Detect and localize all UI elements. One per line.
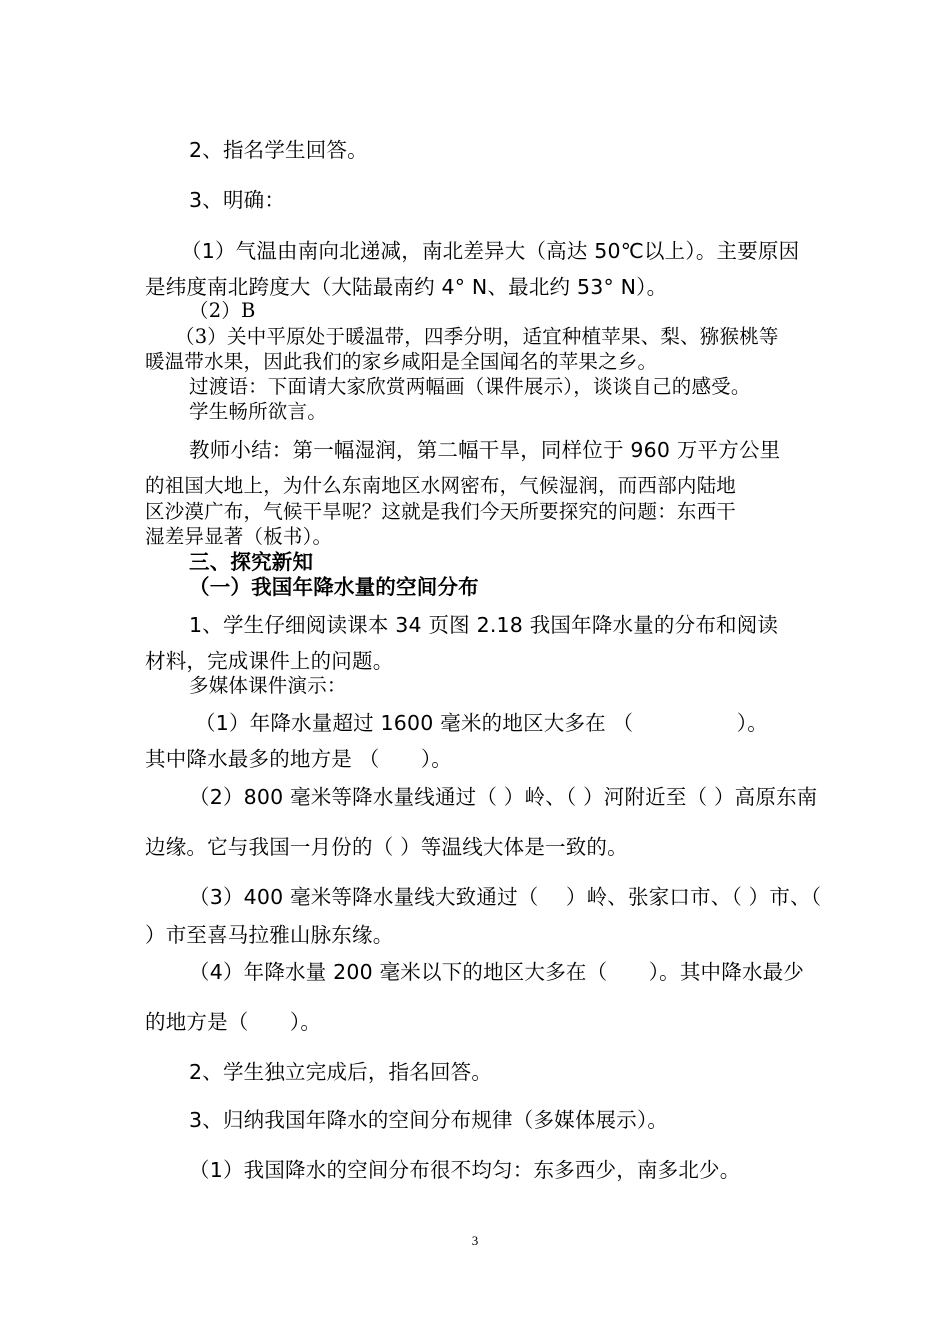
question-line: 边缘。它与我国一月份的（ ）等温线大体是一致的。 bbox=[145, 835, 628, 859]
text-line: 区沙漠广布，气候干旱呢？这就是我们今天所要探究的问题：东西干 bbox=[145, 500, 737, 523]
text-line: 过渡语：下面请大家欣赏两幅画（课件展示），谈谈自己的感受。 bbox=[189, 375, 751, 398]
text-line: （1）气温由南向北递减，南北差异大（高达 50℃以上）。主要原因 bbox=[181, 239, 800, 263]
question-line: （2）800 毫米等降水量线通过（ ）岭、（ ）河附近至（ ）高原东南 bbox=[189, 785, 818, 809]
question-line: （3）400 毫米等降水量线大致通过（ ）岭、张家口市、（ ）市、（ bbox=[189, 885, 822, 909]
page-number: 3 bbox=[471, 1233, 479, 1248]
section-heading: 三、探究新知 bbox=[189, 550, 314, 574]
text-line: （2）B bbox=[189, 299, 256, 322]
question-line: ）市至喜马拉雅山脉东缘。 bbox=[145, 923, 394, 947]
question-line: 其中降水最多的地方是 （ ）。 bbox=[145, 747, 452, 771]
text-line: 教师小结：第一幅湿润，第二幅干旱，同样位于 960 万平方公里 bbox=[189, 438, 781, 462]
text-line: 3、明确： bbox=[189, 188, 286, 212]
text-line: （1）我国降水的空间分布很不均匀：东多西少，南多北少。 bbox=[189, 1158, 741, 1182]
text-line: 材料，完成课件上的问题。 bbox=[145, 649, 394, 673]
text-line: 3、归纳我国年降水的空间分布规律（多媒体展示）。 bbox=[189, 1108, 669, 1132]
text-line: 学生畅所欲言。 bbox=[189, 400, 327, 423]
text-line: 的祖国大地上，为什么东南地区水网密布，气候湿润，而西部内陆地 bbox=[145, 474, 737, 497]
question-line: （1）年降水量超过 1600 毫米的地区大多在 （ ）。 bbox=[195, 711, 768, 735]
text-line: 多媒体课件演示： bbox=[189, 674, 347, 697]
text-line: 1、学生仔细阅读课本 34 页图 2.18 我国年降水量的分布和阅读 bbox=[189, 613, 779, 637]
text-line: （3）关中平原处于暖温带，四季分明，适宜种植苹果、梨、猕猴桃等 bbox=[175, 325, 779, 348]
text-line: 湿差异显著（板书）。 bbox=[145, 525, 333, 548]
text-line: 2、指名学生回答。 bbox=[189, 138, 368, 162]
text-line: 暖温带水果，因此我们的家乡咸阳是全国闻名的苹果之乡。 bbox=[145, 350, 658, 373]
text-line: 2、学生独立完成后，指名回答。 bbox=[189, 1060, 493, 1084]
text-line: 是纬度南北跨度大（大陆最南约 4° N、最北约 53° N）。 bbox=[145, 275, 668, 299]
question-line: （4）年降水量 200 毫米以下的地区大多在（ ）。其中降水最少 bbox=[189, 960, 805, 984]
subsection-heading: （一）我国年降水量的空间分布 bbox=[189, 575, 479, 599]
question-line: 的地方是（ ）。 bbox=[145, 1010, 322, 1034]
